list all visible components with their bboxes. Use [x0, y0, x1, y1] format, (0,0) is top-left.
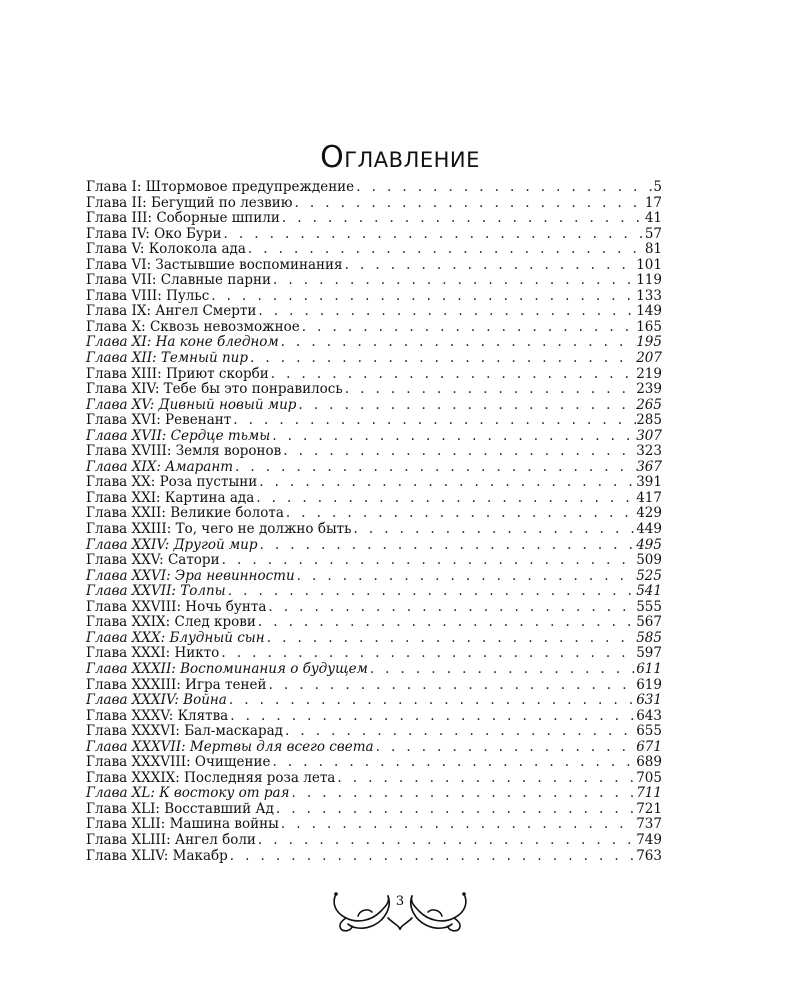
toc-entry-page-number: 619 [636, 676, 662, 693]
toc-entry-page-number: 525 [636, 567, 662, 584]
toc-entry-page-number: 219 [636, 365, 662, 382]
toc-dot-leader [296, 398, 636, 414]
toc-dot-leader [246, 242, 645, 258]
toc-entry-page-number: 643 [636, 707, 662, 724]
page-number-ornament [328, 888, 472, 934]
toc-entry [86, 289, 662, 305]
toc-dot-leader [231, 413, 636, 429]
toc-entry-title: Глава XL: К востоку от рая [86, 785, 290, 802]
toc-entry [86, 444, 662, 460]
toc-entry [86, 320, 662, 336]
toc-entry-title: Глава XI: На коне бледном [86, 334, 279, 351]
toc-entry-page-number: 495 [636, 536, 662, 553]
toc-entry-title: Глава XXIV: Другой мир [86, 536, 258, 553]
toc-entry [86, 335, 662, 351]
toc-entry-page-number: 631 [636, 692, 662, 709]
toc-dot-leader [266, 678, 636, 694]
toc-entry [86, 662, 662, 678]
toc-entry [86, 600, 662, 616]
toc-entry-page-number: 689 [636, 754, 662, 771]
toc-entry-title: Глава XXXVII: Мертвы для всего света [86, 738, 374, 755]
toc-entry [86, 849, 662, 865]
toc-entry-title: Глава II: Бегущий по лезвию [86, 194, 293, 211]
toc-entry-title: Глава XXXIII: Игра теней [86, 676, 267, 693]
toc-dot-leader [227, 693, 636, 709]
toc-entry-page-number: 81 [644, 241, 662, 258]
toc-entry-title: Глава XXXII: Воспоминания о будущем [86, 660, 368, 677]
toc-entry [86, 553, 662, 569]
toc-dot-leader [254, 491, 636, 507]
toc-entry-page-number: 737 [636, 816, 662, 833]
toc-entry-title: Глава XII: Темный пир [86, 350, 248, 367]
toc-dot-leader [256, 304, 636, 320]
toc-entry-title: Глава XXVI: Эра невинности [86, 567, 295, 584]
toc-dot-leader [343, 382, 637, 398]
toc-entry-title: Глава IX: Ангел Смерти [86, 303, 257, 320]
toc-entry-page-number: 195 [636, 334, 662, 351]
toc-entry-page-number: 119 [636, 272, 662, 289]
toc-entry-page-number: 391 [636, 474, 662, 491]
toc-dot-leader [269, 367, 636, 383]
toc-entry-page-number: 417 [636, 489, 662, 506]
toc-entry-title: Глава XXV: Сатори [86, 552, 220, 569]
toc-entry-page-number: 509 [636, 552, 662, 569]
toc-dot-leader [274, 802, 636, 818]
toc-entry-title: Глава XXXIV: Война [86, 692, 227, 709]
toc-dot-leader [292, 196, 644, 212]
toc-entry-title: Глава III: Соборные шпили [86, 210, 280, 227]
toc-entry-page-number: 655 [636, 723, 662, 740]
toc-entry [86, 771, 662, 787]
toc-dot-leader [266, 600, 636, 616]
toc-entry-title: Глава XXXIX: Последняя роза лета [86, 769, 336, 786]
toc-entry [86, 180, 662, 196]
toc-dot-leader [279, 817, 636, 833]
toc-entry-title: Глава I: Штормовое предупреждение [86, 179, 355, 195]
toc-entry [86, 398, 662, 414]
toc-entry-title: Глава XXVII: Толпы [86, 583, 226, 600]
toc-dot-leader [228, 849, 636, 865]
toc-entry-page-number: 367 [636, 458, 662, 475]
toc-dot-leader [279, 335, 637, 351]
toc-entry [86, 522, 662, 538]
toc-entry-title: Глава XXXI: Никто [86, 645, 220, 662]
toc-entry [86, 646, 662, 662]
toc-entry-page-number: 133 [636, 287, 662, 304]
toc-dot-leader [270, 755, 636, 771]
toc-entry [86, 631, 662, 647]
toc-dot-leader [283, 724, 636, 740]
toc-entry-title: Глава XLIV: Макабр [86, 847, 228, 864]
toc-entry-page-number: 705 [636, 769, 662, 786]
toc-entry [86, 709, 662, 725]
toc-entry-title: Глава XIII: Приют скорби [86, 365, 269, 382]
toc-entry-page-number: 449 [636, 521, 662, 538]
toc-entry [86, 242, 662, 258]
toc-entry-page-number: 711 [636, 785, 662, 802]
toc-entry-title: Глава XV: Дивный новый мир [86, 396, 297, 413]
toc-dot-leader [256, 833, 636, 849]
toc-dot-leader [271, 273, 636, 289]
toc-entry-title: Глава XXII: Великие болота [86, 505, 284, 522]
toc-entry-title: Глава XIX: Амарант [86, 458, 234, 475]
toc-dot-leader [248, 351, 636, 367]
toc-dot-leader [300, 320, 637, 336]
toc-entry-page-number: 101 [636, 256, 662, 273]
toc-dot-leader [374, 740, 637, 756]
toc-dot-leader [335, 771, 636, 787]
toc-dot-leader [228, 709, 636, 725]
toc-dot-leader [257, 475, 636, 491]
toc-entry [86, 211, 662, 227]
toc-entry-title: Глава XLIII: Ангел боли [86, 831, 256, 848]
toc-entry-title: Глава XXI: Картина ада [86, 489, 255, 506]
toc-dot-leader [354, 180, 653, 196]
toc-entry-title: Глава XVII: Сердце тьмы [86, 427, 271, 444]
toc-entry-page-number: 149 [636, 303, 662, 320]
toc-dot-leader [270, 429, 636, 445]
toc-entry-page-number: 429 [636, 505, 662, 522]
toc-entry-title: Глава XLI: Восставший Ад [86, 800, 274, 817]
toc-dot-leader [226, 584, 637, 600]
toc-entry [86, 506, 662, 522]
toc-entry-page-number: 265 [636, 396, 662, 413]
toc-entry [86, 258, 662, 274]
toc-entry-title: Глава XXIX: След крови [86, 614, 256, 631]
toc-dot-leader [289, 786, 636, 802]
toc-dot-leader [219, 646, 636, 662]
toc-entry-title: Глава VII: Славные парни [86, 272, 272, 289]
toc-dot-leader [256, 615, 636, 631]
toc-entry-page-number: 285 [636, 412, 662, 429]
toc-dot-leader [257, 538, 636, 554]
toc-dot-leader [343, 258, 637, 274]
toc-dot-leader [233, 460, 636, 476]
toc-entry [86, 584, 662, 600]
toc-entry-page-number: 41 [644, 210, 662, 227]
toc-entry-page-number: 763 [636, 847, 662, 864]
table-of-contents [86, 180, 662, 864]
toc-entry-page-number: 207 [636, 350, 662, 367]
toc-entry-page-number: 17 [644, 194, 662, 211]
toc-entry [86, 724, 662, 740]
toc-entry-title: Глава XXXVIII: Очищение [86, 754, 271, 771]
toc-entry-page-number: 5 [653, 179, 662, 195]
toc-entry-page-number: 597 [636, 645, 662, 662]
toc-entry-title: Глава V: Колокола ада [86, 241, 246, 258]
toc-entry [86, 755, 662, 771]
toc-entry-page-number: 307 [636, 427, 662, 444]
toc-entry-page-number: 671 [636, 738, 662, 755]
toc-entry-page-number: 323 [636, 443, 662, 460]
toc-dot-leader [265, 631, 637, 647]
toc-entry [86, 615, 662, 631]
toc-dot-leader [352, 522, 637, 538]
toc-entry [86, 429, 662, 445]
toc-entry [86, 413, 662, 429]
toc-entry-title: Глава XXIII: То, чего не должно быть [86, 521, 352, 538]
toc-entry-title: Глава XIV: Тебе бы это понравилось [86, 381, 343, 398]
toc-entry-page-number: 239 [636, 381, 662, 398]
toc-entry-title: Глава VI: Застывшие воспоминания [86, 256, 343, 273]
toc-entry [86, 273, 662, 289]
toc-entry-title: Глава XLII: Машина войны [86, 816, 279, 833]
toc-entry [86, 382, 662, 398]
toc-entry [86, 833, 662, 849]
toc-entry [86, 569, 662, 585]
toc-entry [86, 802, 662, 818]
toc-dot-leader [284, 506, 636, 522]
toc-dot-leader [222, 227, 645, 243]
toc-entry-page-number: 165 [636, 318, 662, 335]
toc-entry-page-number: 541 [636, 583, 662, 600]
toc-entry [86, 475, 662, 491]
toc-entry [86, 196, 662, 212]
toc-entry [86, 367, 662, 383]
toc-entry [86, 460, 662, 476]
toc-entry-title: Глава XXXV: Клятва [86, 707, 229, 724]
page-number: 3 [395, 894, 405, 909]
toc-dot-leader [295, 569, 637, 585]
toc-entry-title: Глава XX: Роза пустыни [86, 474, 258, 491]
toc-entry [86, 786, 662, 802]
toc-dot-leader [281, 444, 636, 460]
page-title: Оглавление [320, 140, 480, 176]
toc-entry [86, 491, 662, 507]
toc-dot-leader [280, 211, 645, 227]
toc-entry [86, 227, 662, 243]
toc-entry-page-number: 567 [636, 614, 662, 631]
toc-entry [86, 304, 662, 320]
toc-dot-leader [220, 553, 637, 569]
toc-dot-leader [209, 289, 636, 305]
toc-entry [86, 351, 662, 367]
toc-entry-page-number: 555 [636, 598, 662, 615]
toc-entry-title: Глава XVI: Ревенант [86, 412, 232, 429]
toc-entry-title: Глава VIII: Пульс [86, 287, 210, 304]
toc-entry-title: Глава XXXVI: Бал-маскарад [86, 723, 283, 740]
toc-entry-title: Глава XXVIII: Ночь бунта [86, 598, 267, 615]
toc-entry [86, 678, 662, 694]
toc-entry-page-number: 721 [636, 800, 662, 817]
toc-entry [86, 538, 662, 554]
toc-entry-title: Глава XVIII: Земля воронов [86, 443, 282, 460]
toc-entry-page-number: 57 [644, 225, 662, 242]
toc-entry-title: Глава IV: Око Бури [86, 225, 222, 242]
toc-entry-title: Глава XXX: Блудный сын [86, 629, 265, 646]
toc-entry-page-number: 749 [636, 831, 662, 848]
toc-dot-leader [368, 662, 636, 678]
toc-entry [86, 693, 662, 709]
toc-entry-title: Глава X: Сквозь невозможное [86, 318, 300, 335]
toc-entry-page-number: 585 [636, 629, 662, 646]
toc-entry [86, 740, 662, 756]
toc-entry-page-number: 611 [636, 660, 662, 677]
toc-entry [86, 817, 662, 833]
